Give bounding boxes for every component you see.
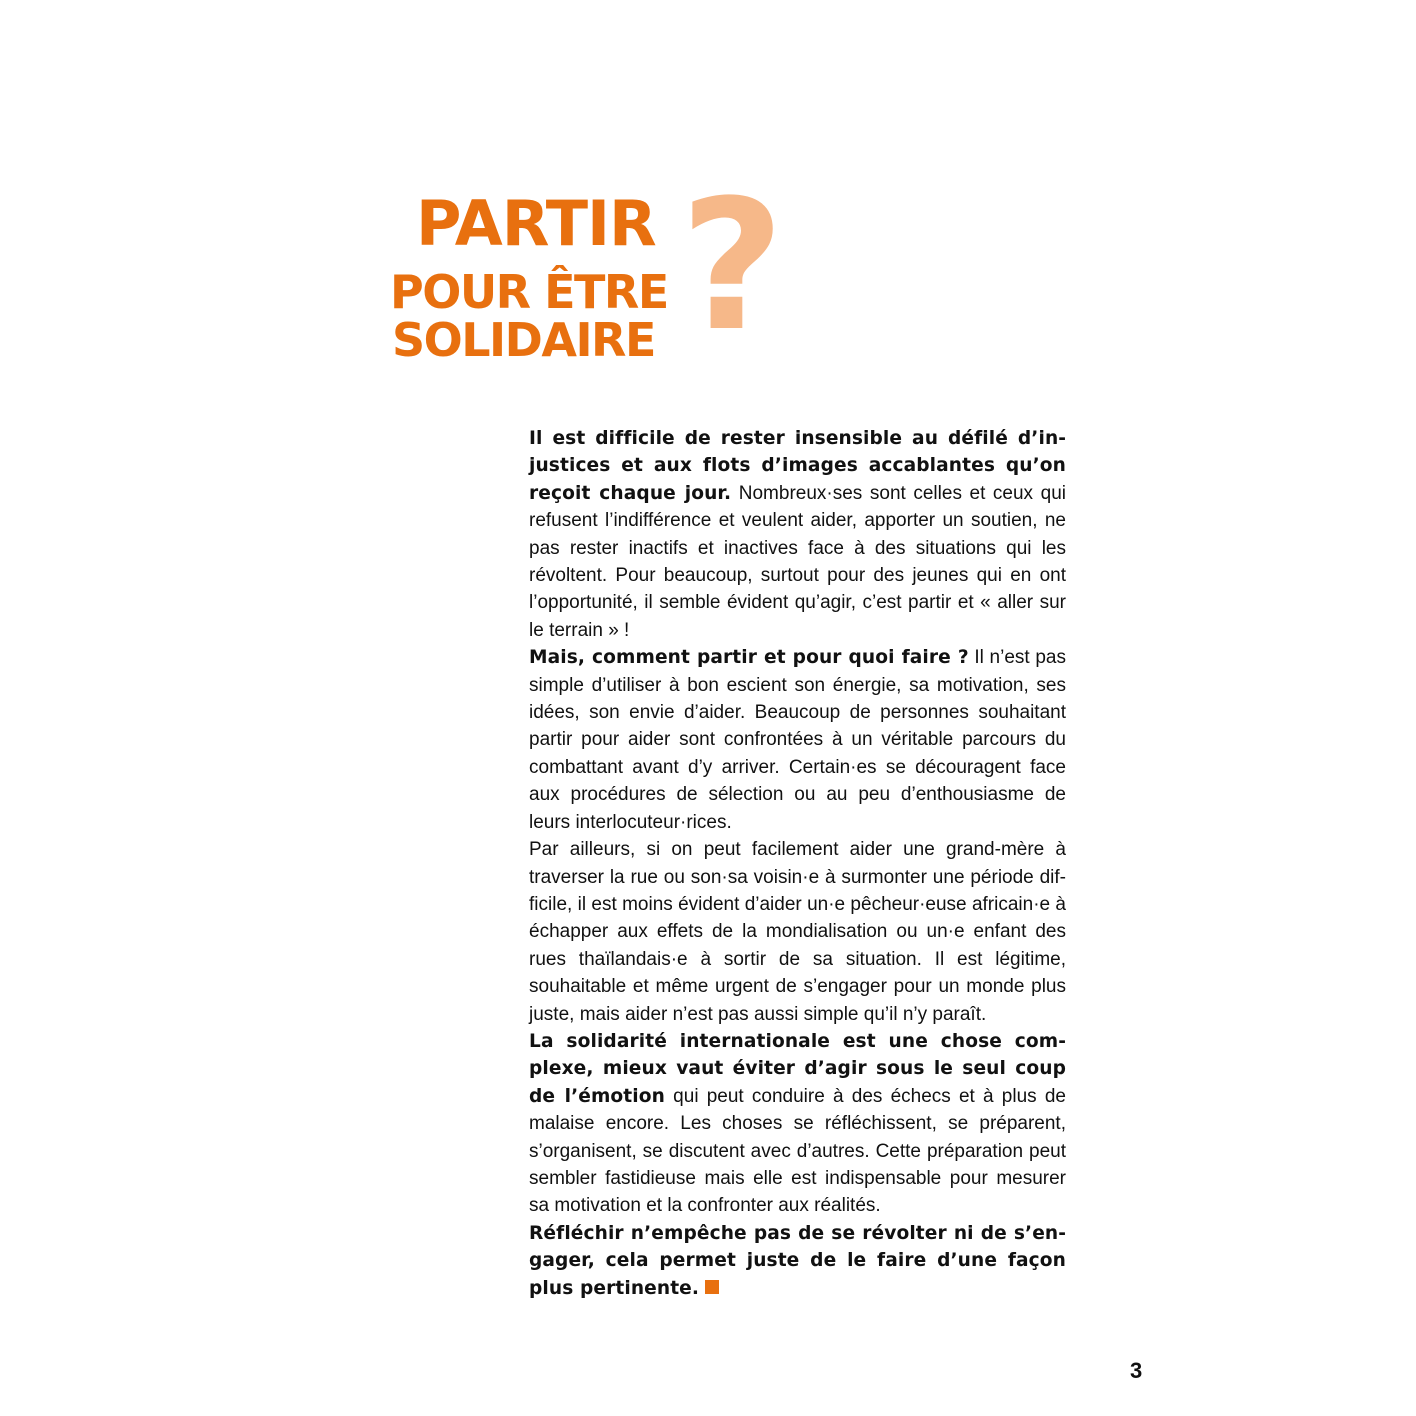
paragraph-complexity — [529, 1028, 1066, 1220]
paragraph-examples-text: Par ailleurs, si on peut facilement aider une grand-mère à traverser la rue ou son·sa voisin·e à surmonter une période difficile, il est moins évident d’aider un·e pêcheur·euse africain·e à échapper aux effets de la mondialisation ou un·e enfant des rues thaïlandais·e à sortir de sa situation. Il est légitime, souhaitable et même urgent de s’engager pour un monde plus juste, mais aider n’est pas aussi simple qu’il n’y paraît. — [529, 839, 1066, 1025]
page-title — [380, 162, 800, 375]
end-square-icon — [705, 1280, 719, 1294]
paragraph-examples — [529, 836, 1066, 1028]
paragraph-question — [529, 644, 1066, 836]
paragraph-intro-lead: Il est difficile de rester insensible au défilé d’injustices et aux flots d’images accablantes qu’on reçoit chaque jour. — [529, 428, 1066, 504]
paragraph-question-text: Il n’est pas simple d’utiliser à bon escient son énergie, sa motivation, ses idées, son envie d’aider. Beaucoup de personnes souhaitant partir pour aider sont confrontées à un véritable parcours du combattant avant d’y arriver. Certain·es se découragent face aux procédures de sélection ou au peu d’enthousiasme de leurs interlocuteur·rices. — [529, 647, 1066, 833]
title-line-1: PARTIR — [416, 187, 656, 260]
paragraph-intro — [529, 425, 1066, 644]
paragraph-intro-text: Nombreux·ses sont celles et ceux qui refusent l’indifférence et veulent aider, apporter un soutien, ne pas rester inactifs et inactives face à des situations qui les révoltent. Pour beaucoup, surtout pour des jeunes qui en ont l’opportunité, il semble évident qu’agir, c’est partir et « aller sur le terrain » ! — [529, 482, 1066, 641]
paragraph-conclusion — [529, 1220, 1066, 1302]
article-body — [529, 425, 1066, 1302]
paragraph-question-lead: Mais, comment partir et pour quoi faire ? — [529, 647, 969, 669]
title-line-2: POUR ÊTRE — [390, 265, 668, 319]
page-number: 3 — [1130, 1358, 1143, 1383]
question-mark-icon: ? — [680, 162, 785, 371]
paragraph-complexity-lead: La solidarité internationale est une chose complexe, mieux vaut éviter d’agir sous le seul coup de l’émotion — [529, 1030, 1066, 1107]
paragraph-complexity-text: qui peut conduire à des échecs et à plus de malaise encore. Les choses se réfléchissent, se préparent, s’organisent, se discutent avec d’autres. Cette préparation peut sembler fastidieuse mais elle est indispensable pour mesurer sa motivation et la confronter aux réalités. — [529, 1085, 1066, 1217]
title-line-3: SOLIDAIRE — [392, 313, 655, 367]
paragraph-conclusion-lead: Réfléchir n’empêche pas de se révolter ni de s’engager, cela permet juste de le faire d’une façon plus pertinente. — [529, 1222, 1066, 1299]
